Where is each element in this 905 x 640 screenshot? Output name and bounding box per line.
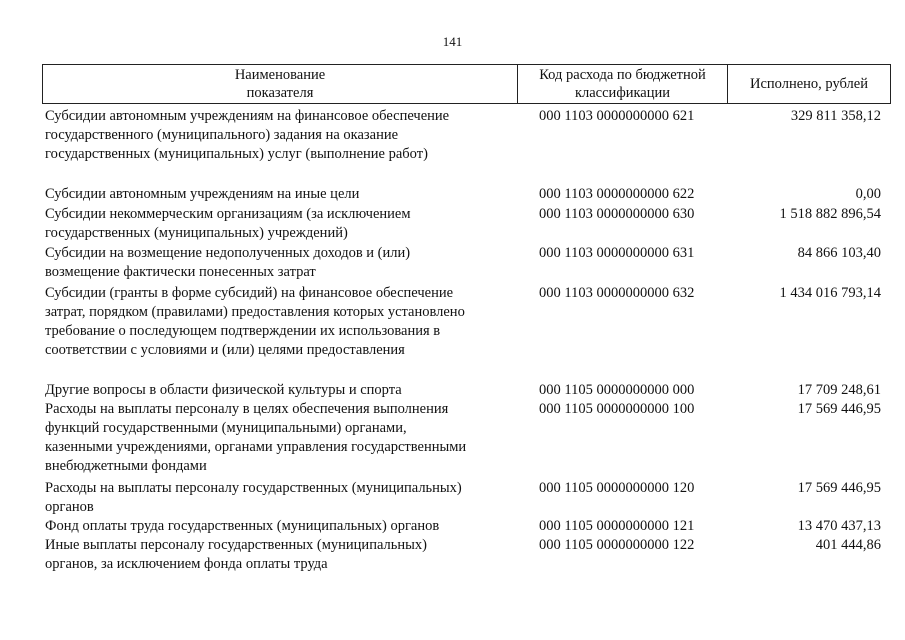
table-header [42, 64, 891, 104]
row-amount: 0,00 [855, 186, 881, 202]
page-number: 141 [442, 34, 463, 49]
row-amount: 17 709 248,61 [797, 382, 881, 398]
row-code: 000 1105 0000000000 100 [539, 401, 695, 417]
row-code: 000 1105 0000000000 121 [539, 518, 695, 534]
row-name: Фонд оплаты труда государственных (муниципальных) органов [45, 518, 440, 534]
row-amount: 17 569 446,95 [797, 480, 881, 496]
row-name: Расходы на выплаты персоналу государственных (муниципальных) органов [45, 480, 462, 515]
row-code: 000 1103 0000000000 621 [539, 108, 695, 124]
header-name [43, 65, 518, 103]
row-code: 000 1103 0000000000 631 [539, 245, 695, 261]
row-name: Иные выплаты персоналу государственных (муниципальных) органов, за исключением фонда оплаты труда [45, 537, 427, 572]
row-amount: 84 866 103,40 [797, 245, 881, 261]
row-name: Субсидии автономным учреждениям на иные цели [45, 186, 360, 202]
row-code: 000 1105 0000000000 000 [539, 382, 695, 398]
row-name: Другие вопросы в области физической культуры и спорта [45, 382, 402, 398]
header-amount-label: Исполнено, рублей [750, 76, 868, 92]
header-name-label: Наименование показателя [234, 67, 326, 101]
row-name: Субсидии (гранты в форме субсидий) на финансовое обеспечение затрат, порядком (правилами) предоставления которых установлено требование о последующем подтверждении их использования в соответствии с условиями и (или) целями предоставления [45, 285, 465, 358]
row-amount: 329 811 358,12 [790, 108, 881, 124]
row-code: 000 1103 0000000000 632 [539, 285, 695, 301]
header-code-label: Код расхода по бюджетной классификации [539, 67, 706, 101]
row-code: 000 1105 0000000000 120 [539, 480, 695, 496]
row-code: 000 1103 0000000000 630 [539, 206, 695, 222]
row-code: 000 1105 0000000000 122 [539, 537, 695, 553]
row-amount: 1 434 016 793,14 [779, 285, 881, 301]
header-code [518, 65, 728, 103]
row-amount: 401 444,86 [815, 537, 881, 553]
row-amount: 17 569 446,95 [797, 401, 881, 417]
header-amount [728, 65, 890, 103]
row-name: Субсидии автономным учреждениям на финансовое обеспечение государственного (муниципального) задания на оказание государственных (муниципальных) услуг (выполнение работ) [45, 108, 450, 162]
row-amount: 1 518 882 896,54 [779, 206, 881, 222]
row-name: Субсидии некоммерческим организациям (за исключением государственных (муниципальных) учреждений) [45, 206, 411, 241]
row-name: Субсидии на возмещение недополученных доходов и (или) возмещение фактически понесенных затрат [45, 245, 411, 280]
row-amount: 13 470 437,13 [797, 518, 881, 534]
row-code: 000 1103 0000000000 622 [539, 186, 695, 202]
row-name: Расходы на выплаты персоналу в целях обеспечения выполнения функций государственными (муниципальными) органами, казенными учреждениями, органами управления государственными внебюджетными фондами [45, 401, 467, 474]
